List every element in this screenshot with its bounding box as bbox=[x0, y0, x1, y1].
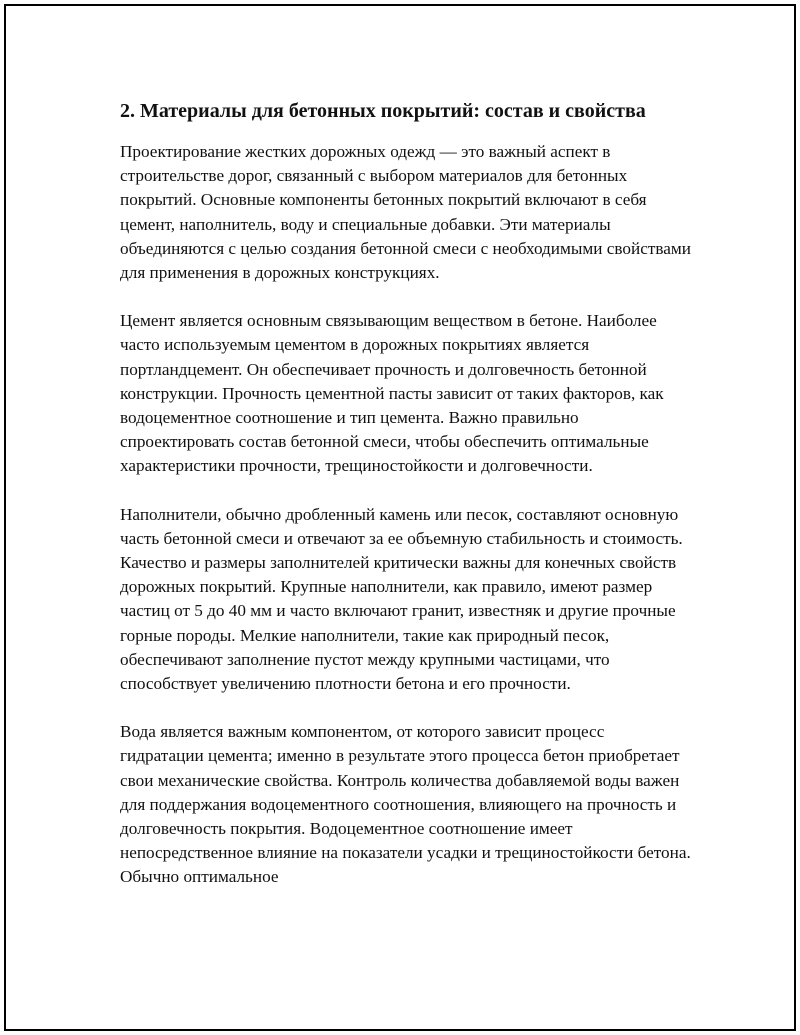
paragraph-intro: Проектирование жестких дорожных одежд — это важный аспект в строительстве дорог, связанный с выбором материалов для бетонных покрытий. Основные компоненты бетонных покрытий включают в себя цемент, наполнитель, воду и специальные добавки. Эти материалы объединяются с целью создания бетонной смеси с необходимыми свойствами для применения в дорожных конструкциях. bbox=[120, 142, 691, 283]
paragraph-cement: Цемент является основным связывающим веществом в бетоне. Наиболее часто используемым цементом в дорожных покрытиях является портландцемент. Он обеспечивает прочность и долговечность бетонной конструкции. Прочность цементной пасты зависит от таких факторов, как водоцементное соотношение и тип цемента. Важно правильно спроектировать состав бетонной смеси, чтобы обеспечить оптимальные характеристики прочности, трещиностойкости и долговечности. bbox=[120, 311, 664, 476]
paragraph-aggregates: Наполнители, обычно дробленный камень или песок, составляют основную часть бетонной смеси и отвечают за ее объемную стабильность и стоимость. Качество и размеры заполнителей критически важны для конечных свойств дорожных покрытий. Крупные наполнители, как правило, имеют размер частиц от 5 до 40 мм и часто включают гранит, известняк и другие прочные горные породы. Мелкие наполнители, такие как природный песок, обеспечивают заполнение пустот между крупными частицами, что способствует увеличению плотности бетона и его прочности. bbox=[120, 504, 683, 694]
page-frame bbox=[4, 4, 796, 1031]
section-title: 2. Материалы для бетонных покрытий: состав и свойства bbox=[120, 100, 646, 122]
document-body bbox=[120, 98, 692, 914]
paragraph-water: Вода является важным компонентом, от которого зависит процесс гидратации цемента; именно в результате этого процесса бетон приобретает свои механические свойства. Контроль количества добавляемой воды важен для поддержания водоцементного соотношения, влияющего на прочность и долговечность покрытия. Водоцементное соотношение имеет непосредственное влияние на показатели усадки и трещиностойкости бетона. Обычно оптимальное bbox=[120, 722, 691, 887]
